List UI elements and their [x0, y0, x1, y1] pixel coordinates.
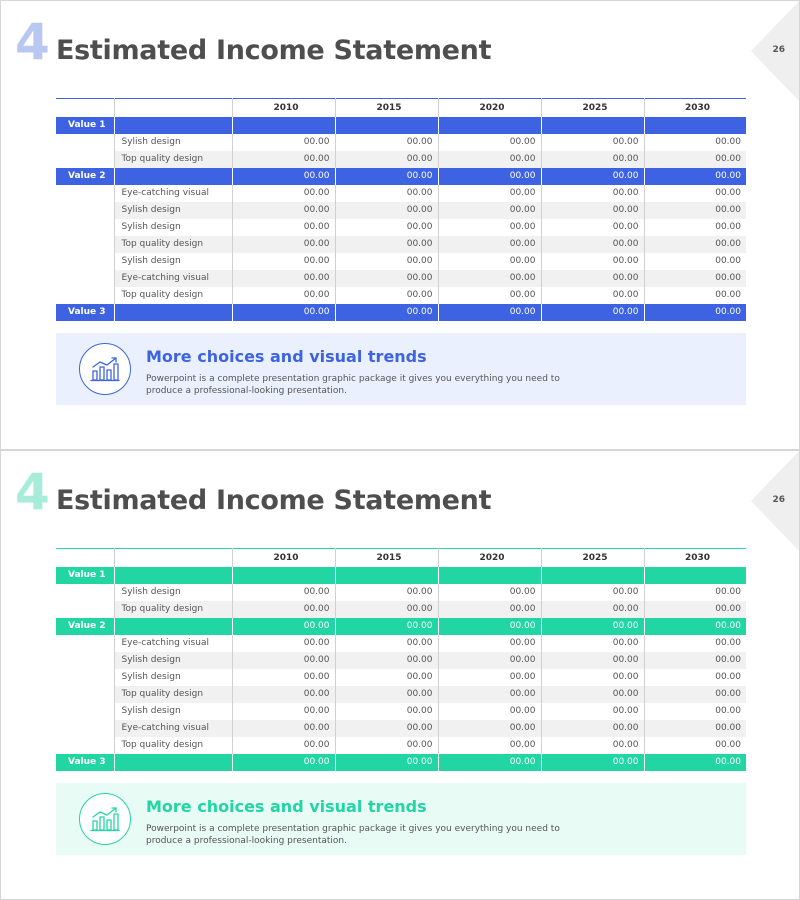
income-table	[56, 548, 746, 771]
column-header-year: 2010	[232, 549, 335, 567]
row-label: Top quality design	[114, 236, 232, 253]
row-value-cell: 00.00	[438, 236, 541, 253]
bar-chart-trend-icon	[79, 343, 131, 395]
table-group-row	[56, 567, 746, 584]
table-row	[56, 703, 746, 720]
row-value-cell: 00.00	[232, 202, 335, 219]
row-value-cell: 00.00	[541, 253, 644, 270]
header-blank	[56, 549, 114, 567]
row-blank-cell	[56, 151, 114, 168]
table-row	[56, 652, 746, 669]
group-label: Value 2	[68, 621, 106, 631]
row-label: Eye-catching visual	[114, 635, 232, 652]
group-blank-cell	[114, 618, 232, 635]
row-value-cell: 00.00	[232, 737, 335, 754]
row-value-cell: 00.00	[438, 635, 541, 652]
group-value-cell	[232, 117, 335, 134]
row-value-cell: 00.00	[232, 287, 335, 304]
column-header-year: 2010	[232, 99, 335, 117]
group-value-cell: 00.00	[438, 304, 541, 321]
row-value-cell: 00.00	[232, 270, 335, 287]
group-value-cell: 00.00	[232, 754, 335, 771]
row-value-cell: 00.00	[335, 236, 438, 253]
row-value-cell: 00.00	[644, 601, 746, 618]
row-label: Top quality design	[114, 737, 232, 754]
page-number: 26	[772, 45, 785, 55]
table-row	[56, 151, 746, 168]
row-blank-cell	[56, 601, 114, 618]
row-value-cell: 00.00	[335, 253, 438, 270]
row-label: Top quality design	[114, 686, 232, 703]
row-value-cell: 00.00	[335, 185, 438, 202]
header-blank	[114, 549, 232, 567]
slide-title: Estimated Income Statement	[56, 35, 492, 66]
group-value-cell	[335, 117, 438, 134]
row-value-cell: 00.00	[644, 669, 746, 686]
group-value-cell: 00.00	[644, 754, 746, 771]
column-header-year: 2015	[335, 99, 438, 117]
row-value-cell: 00.00	[232, 134, 335, 151]
row-blank-cell	[56, 185, 114, 202]
group-value-cell	[335, 567, 438, 584]
row-value-cell: 00.00	[644, 236, 746, 253]
group-value-cell	[232, 567, 335, 584]
row-value-cell: 00.00	[232, 253, 335, 270]
row-value-cell: 00.00	[644, 185, 746, 202]
row-blank-cell	[56, 236, 114, 253]
bar-chart-trend-icon	[79, 793, 131, 845]
group-value-cell: 00.00	[644, 168, 746, 185]
title-number: 4	[15, 463, 50, 521]
group-blank-cell	[114, 117, 232, 134]
row-value-cell: 00.00	[644, 134, 746, 151]
row-value-cell: 00.00	[644, 635, 746, 652]
row-value-cell: 00.00	[438, 584, 541, 601]
row-label: Sylish design	[114, 202, 232, 219]
table-row	[56, 185, 746, 202]
row-value-cell: 00.00	[335, 601, 438, 618]
row-label: Top quality design	[114, 601, 232, 618]
row-value-cell: 00.00	[541, 134, 644, 151]
row-value-cell: 00.00	[541, 669, 644, 686]
group-value-cell: 00.00	[335, 754, 438, 771]
info-body: Powerpoint is a complete presentation graphic package it gives you everything you need to produce a professional-looking presentation.	[146, 374, 560, 396]
group-value-cell	[541, 567, 644, 584]
table-row	[56, 219, 746, 236]
group-blank-cell	[114, 567, 232, 584]
row-value-cell: 00.00	[232, 584, 335, 601]
row-value-cell: 00.00	[335, 134, 438, 151]
row-value-cell: 00.00	[644, 737, 746, 754]
row-value-cell: 00.00	[335, 270, 438, 287]
row-value-cell: 00.00	[232, 635, 335, 652]
row-value-cell: 00.00	[541, 686, 644, 703]
row-label: Eye-catching visual	[114, 185, 232, 202]
row-value-cell: 00.00	[438, 652, 541, 669]
row-value-cell: 00.00	[335, 669, 438, 686]
row-value-cell: 00.00	[644, 202, 746, 219]
page-number: 26	[772, 495, 785, 505]
row-value-cell: 00.00	[232, 669, 335, 686]
group-value-cell	[644, 117, 746, 134]
row-blank-cell	[56, 635, 114, 652]
row-value-cell: 00.00	[644, 652, 746, 669]
row-value-cell: 00.00	[438, 669, 541, 686]
table-row	[56, 669, 746, 686]
row-value-cell: 00.00	[644, 703, 746, 720]
table-header-row	[56, 549, 746, 567]
row-value-cell: 00.00	[438, 202, 541, 219]
row-label: Sylish design	[114, 253, 232, 270]
group-value-cell: 00.00	[438, 618, 541, 635]
row-blank-cell	[56, 270, 114, 287]
row-value-cell: 00.00	[232, 151, 335, 168]
row-value-cell: 00.00	[644, 219, 746, 236]
row-label: Sylish design	[114, 703, 232, 720]
group-label: Value 2	[68, 171, 106, 181]
table-row	[56, 287, 746, 304]
row-value-cell: 00.00	[335, 151, 438, 168]
row-value-cell: 00.00	[232, 652, 335, 669]
row-value-cell: 00.00	[438, 686, 541, 703]
row-blank-cell	[56, 219, 114, 236]
row-label: Top quality design	[114, 287, 232, 304]
row-label: Sylish design	[114, 652, 232, 669]
row-value-cell: 00.00	[438, 219, 541, 236]
row-blank-cell	[56, 720, 114, 737]
row-blank-cell	[56, 134, 114, 151]
row-value-cell: 00.00	[541, 703, 644, 720]
row-value-cell: 00.00	[644, 686, 746, 703]
info-box	[56, 783, 746, 855]
row-blank-cell	[56, 202, 114, 219]
group-label: Value 3	[68, 307, 106, 317]
info-box	[56, 333, 746, 405]
header-blank	[114, 99, 232, 117]
table-header-row	[56, 99, 746, 117]
row-value-cell: 00.00	[644, 151, 746, 168]
row-value-cell: 00.00	[438, 287, 541, 304]
row-value-cell: 00.00	[541, 202, 644, 219]
group-value-cell	[644, 567, 746, 584]
row-value-cell: 00.00	[335, 219, 438, 236]
table-group-row	[56, 168, 746, 185]
row-label: Sylish design	[114, 584, 232, 601]
group-value-cell: 00.00	[541, 304, 644, 321]
table-row	[56, 686, 746, 703]
row-value-cell: 00.00	[335, 652, 438, 669]
row-value-cell: 00.00	[541, 219, 644, 236]
table-row	[56, 601, 746, 618]
group-value-cell: 00.00	[644, 618, 746, 635]
row-value-cell: 00.00	[541, 287, 644, 304]
column-header-year: 2030	[644, 549, 746, 567]
row-value-cell: 00.00	[438, 185, 541, 202]
group-blank-cell	[114, 168, 232, 185]
row-value-cell: 00.00	[541, 720, 644, 737]
row-value-cell: 00.00	[232, 703, 335, 720]
row-value-cell: 00.00	[644, 584, 746, 601]
row-blank-cell	[56, 703, 114, 720]
table-group-row	[56, 304, 746, 321]
row-blank-cell	[56, 669, 114, 686]
row-value-cell: 00.00	[335, 720, 438, 737]
column-header-year: 2030	[644, 99, 746, 117]
row-blank-cell	[56, 652, 114, 669]
row-value-cell: 00.00	[541, 236, 644, 253]
row-value-cell: 00.00	[644, 287, 746, 304]
group-value-cell: 00.00	[541, 754, 644, 771]
row-value-cell: 00.00	[335, 635, 438, 652]
table-row	[56, 270, 746, 287]
row-label: Sylish design	[114, 669, 232, 686]
row-value-cell: 00.00	[438, 703, 541, 720]
row-value-cell: 00.00	[644, 720, 746, 737]
group-value-cell: 00.00	[232, 304, 335, 321]
table-row	[56, 584, 746, 601]
row-value-cell: 00.00	[541, 151, 644, 168]
row-value-cell: 00.00	[335, 287, 438, 304]
table-group-row	[56, 117, 746, 134]
row-value-cell: 00.00	[232, 686, 335, 703]
group-value-cell	[438, 117, 541, 134]
slide-title: Estimated Income Statement	[56, 485, 492, 516]
table-row	[56, 737, 746, 754]
row-value-cell: 00.00	[438, 151, 541, 168]
group-value-cell: 00.00	[232, 618, 335, 635]
header-blank	[56, 99, 114, 117]
info-heading: More choices and visual trends	[146, 797, 427, 816]
table-row	[56, 202, 746, 219]
row-value-cell: 00.00	[438, 270, 541, 287]
row-label: Eye-catching visual	[114, 270, 232, 287]
table-group-row	[56, 618, 746, 635]
row-value-cell: 00.00	[335, 584, 438, 601]
row-value-cell: 00.00	[438, 720, 541, 737]
row-value-cell: 00.00	[541, 270, 644, 287]
income-table	[56, 98, 746, 321]
row-value-cell: 00.00	[232, 601, 335, 618]
column-header-year: 2020	[438, 549, 541, 567]
table-row	[56, 236, 746, 253]
group-value-cell: 00.00	[232, 168, 335, 185]
table-group-row	[56, 754, 746, 771]
group-label: Value 3	[68, 757, 106, 767]
row-blank-cell	[56, 253, 114, 270]
row-value-cell: 00.00	[541, 584, 644, 601]
table-row	[56, 253, 746, 270]
group-value-cell: 00.00	[335, 618, 438, 635]
row-value-cell: 00.00	[335, 686, 438, 703]
column-header-year: 2025	[541, 549, 644, 567]
table-row	[56, 635, 746, 652]
row-value-cell: 00.00	[541, 635, 644, 652]
group-value-cell: 00.00	[541, 168, 644, 185]
row-blank-cell	[56, 737, 114, 754]
row-value-cell: 00.00	[541, 737, 644, 754]
row-blank-cell	[56, 584, 114, 601]
row-label: Sylish design	[114, 219, 232, 236]
row-value-cell: 00.00	[541, 601, 644, 618]
row-blank-cell	[56, 287, 114, 304]
group-value-cell	[438, 567, 541, 584]
group-blank-cell	[114, 754, 232, 771]
row-value-cell: 00.00	[335, 202, 438, 219]
row-value-cell: 00.00	[335, 703, 438, 720]
row-value-cell: 00.00	[232, 185, 335, 202]
table-row	[56, 134, 746, 151]
group-value-cell	[541, 117, 644, 134]
row-value-cell: 00.00	[438, 601, 541, 618]
row-value-cell: 00.00	[335, 737, 438, 754]
title-number: 4	[15, 13, 50, 71]
info-body: Powerpoint is a complete presentation graphic package it gives you everything you need to produce a professional-looking presentation.	[146, 824, 560, 846]
row-value-cell: 00.00	[232, 236, 335, 253]
group-label: Value 1	[68, 120, 106, 130]
row-value-cell: 00.00	[232, 219, 335, 236]
column-header-year: 2025	[541, 99, 644, 117]
row-label: Eye-catching visual	[114, 720, 232, 737]
row-label: Top quality design	[114, 151, 232, 168]
group-value-cell: 00.00	[335, 304, 438, 321]
group-value-cell: 00.00	[438, 168, 541, 185]
row-value-cell: 00.00	[644, 253, 746, 270]
group-value-cell: 00.00	[644, 304, 746, 321]
group-value-cell: 00.00	[541, 618, 644, 635]
table-row	[56, 720, 746, 737]
group-label: Value 1	[68, 570, 106, 580]
column-header-year: 2015	[335, 549, 438, 567]
group-value-cell: 00.00	[335, 168, 438, 185]
row-label: Sylish design	[114, 134, 232, 151]
row-value-cell: 00.00	[438, 737, 541, 754]
row-value-cell: 00.00	[438, 253, 541, 270]
info-heading: More choices and visual trends	[146, 347, 427, 366]
group-value-cell: 00.00	[438, 754, 541, 771]
group-blank-cell	[114, 304, 232, 321]
row-value-cell: 00.00	[541, 652, 644, 669]
row-value-cell: 00.00	[644, 270, 746, 287]
row-value-cell: 00.00	[438, 134, 541, 151]
row-value-cell: 00.00	[232, 720, 335, 737]
slide-2	[0, 450, 800, 900]
column-header-year: 2020	[438, 99, 541, 117]
row-value-cell: 00.00	[541, 185, 644, 202]
row-blank-cell	[56, 686, 114, 703]
